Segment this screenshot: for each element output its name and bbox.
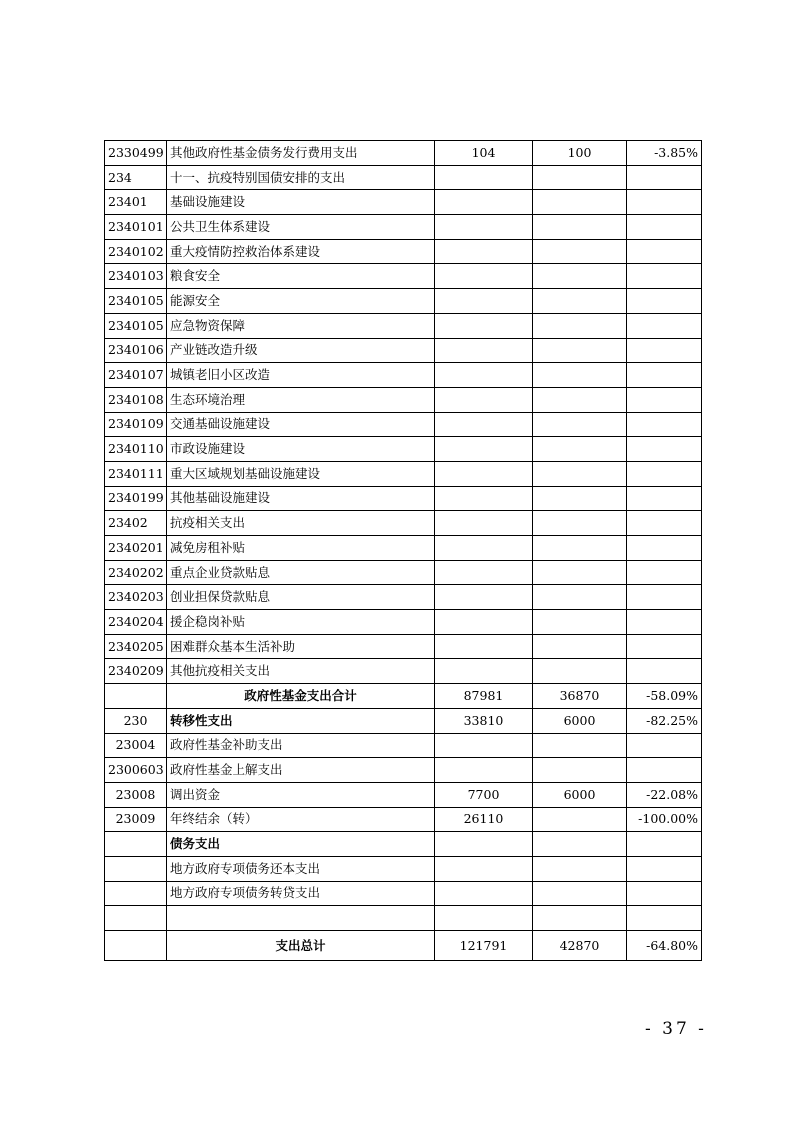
- row-value-current: 6000: [533, 782, 627, 807]
- row-value-current: [533, 264, 627, 289]
- row-value-previous: [435, 289, 533, 314]
- row-code: 2340101: [105, 215, 167, 240]
- row-item-name: 支出总计: [167, 931, 435, 961]
- row-value-current: [533, 511, 627, 536]
- row-change-percent: [627, 511, 702, 536]
- table-row: [105, 486, 702, 511]
- row-change-percent: [627, 190, 702, 215]
- row-change-percent: [627, 659, 702, 684]
- row-code: 2340110: [105, 437, 167, 462]
- row-value-current: [533, 363, 627, 388]
- row-value-previous: [435, 733, 533, 758]
- row-change-percent: -64.80%: [627, 931, 702, 961]
- row-value-current: [533, 585, 627, 610]
- row-value-previous: [435, 634, 533, 659]
- table-row: [105, 215, 702, 240]
- row-change-percent: [627, 560, 702, 585]
- row-value-previous: [435, 313, 533, 338]
- row-code: 2340202: [105, 560, 167, 585]
- row-value-previous: 121791: [435, 931, 533, 961]
- row-code: 2340107: [105, 363, 167, 388]
- row-code: 2340209: [105, 659, 167, 684]
- row-change-percent: -100.00%: [627, 807, 702, 832]
- table-row: [105, 708, 702, 733]
- table-row: [105, 585, 702, 610]
- table-row: [105, 289, 702, 314]
- row-change-percent: [627, 906, 702, 931]
- row-value-current: [533, 634, 627, 659]
- row-code: 2340105: [105, 313, 167, 338]
- row-code: 230: [105, 708, 167, 733]
- row-change-percent: [627, 289, 702, 314]
- row-value-previous: [435, 264, 533, 289]
- row-change-percent: [627, 313, 702, 338]
- row-value-current: [533, 758, 627, 783]
- row-change-percent: [627, 536, 702, 561]
- row-value-previous: 26110: [435, 807, 533, 832]
- table-row: [105, 931, 702, 961]
- row-item-name: 其他抗疫相关支出: [167, 659, 435, 684]
- row-item-name: [167, 906, 435, 931]
- row-change-percent: [627, 832, 702, 857]
- row-value-previous: [435, 215, 533, 240]
- row-change-percent: [627, 412, 702, 437]
- row-change-percent: -82.25%: [627, 708, 702, 733]
- row-value-previous: [435, 239, 533, 264]
- row-value-previous: [435, 881, 533, 906]
- row-value-current: [533, 338, 627, 363]
- row-value-previous: [435, 585, 533, 610]
- row-code: 23401: [105, 190, 167, 215]
- row-code: 23008: [105, 782, 167, 807]
- row-change-percent: [627, 165, 702, 190]
- expenditure-table-body: [105, 141, 702, 961]
- row-value-previous: 7700: [435, 782, 533, 807]
- row-value-current: [533, 461, 627, 486]
- table-row: [105, 881, 702, 906]
- row-item-name: 基础设施建设: [167, 190, 435, 215]
- table-row: [105, 165, 702, 190]
- row-change-percent: [627, 634, 702, 659]
- row-value-current: [533, 536, 627, 561]
- row-item-name: 政府性基金支出合计: [167, 684, 435, 709]
- table-row: [105, 239, 702, 264]
- row-item-name: 应急物资保障: [167, 313, 435, 338]
- row-item-name: 生态环境治理: [167, 387, 435, 412]
- row-code: [105, 906, 167, 931]
- table-row: [105, 511, 702, 536]
- row-value-current: 36870: [533, 684, 627, 709]
- row-change-percent: -22.08%: [627, 782, 702, 807]
- table-row: [105, 733, 702, 758]
- row-item-name: 地方政府专项债务转贷支出: [167, 881, 435, 906]
- row-code: 2340201: [105, 536, 167, 561]
- row-item-name: 减免房租补贴: [167, 536, 435, 561]
- row-item-name: 政府性基金补助支出: [167, 733, 435, 758]
- row-code: 2340111: [105, 461, 167, 486]
- row-change-percent: [627, 264, 702, 289]
- row-code: [105, 881, 167, 906]
- row-item-name: 抗疫相关支出: [167, 511, 435, 536]
- table-row: [105, 856, 702, 881]
- page-number: - 37 -: [645, 1019, 707, 1039]
- row-code: [105, 931, 167, 961]
- row-code: 2340199: [105, 486, 167, 511]
- row-value-current: [533, 387, 627, 412]
- row-code: 2340103: [105, 264, 167, 289]
- table-row: [105, 782, 702, 807]
- table-row: [105, 338, 702, 363]
- row-value-previous: [435, 758, 533, 783]
- row-code: 2330499: [105, 141, 167, 166]
- table-row: [105, 906, 702, 931]
- row-value-previous: [435, 387, 533, 412]
- row-item-name: 粮食安全: [167, 264, 435, 289]
- row-change-percent: [627, 215, 702, 240]
- table-row: [105, 461, 702, 486]
- expenditure-table: [104, 140, 702, 961]
- row-value-previous: [435, 832, 533, 857]
- row-code: 2340102: [105, 239, 167, 264]
- row-value-previous: [435, 511, 533, 536]
- row-change-percent: [627, 881, 702, 906]
- row-item-name: 年终结余（转）: [167, 807, 435, 832]
- row-value-current: [533, 313, 627, 338]
- row-change-percent: [627, 610, 702, 635]
- table-row: [105, 659, 702, 684]
- row-change-percent: -3.85%: [627, 141, 702, 166]
- table-row: [105, 684, 702, 709]
- row-item-name: 能源安全: [167, 289, 435, 314]
- row-value-current: 6000: [533, 708, 627, 733]
- row-item-name: 公共卫生体系建设: [167, 215, 435, 240]
- row-change-percent: [627, 338, 702, 363]
- table-row: [105, 560, 702, 585]
- row-change-percent: [627, 733, 702, 758]
- row-change-percent: [627, 239, 702, 264]
- row-code: 2340204: [105, 610, 167, 635]
- table-row: [105, 264, 702, 289]
- row-change-percent: -58.09%: [627, 684, 702, 709]
- row-value-previous: [435, 165, 533, 190]
- row-code: 23402: [105, 511, 167, 536]
- table-row: [105, 832, 702, 857]
- row-value-previous: [435, 906, 533, 931]
- row-item-name: 转移性支出: [167, 708, 435, 733]
- table-row: [105, 313, 702, 338]
- row-code: 23004: [105, 733, 167, 758]
- row-value-current: [533, 610, 627, 635]
- row-value-current: 42870: [533, 931, 627, 961]
- row-item-name: 债务支出: [167, 832, 435, 857]
- row-value-previous: [435, 486, 533, 511]
- row-item-name: 困难群众基本生活补助: [167, 634, 435, 659]
- row-value-previous: 87981: [435, 684, 533, 709]
- row-code: 2340105: [105, 289, 167, 314]
- row-value-previous: [435, 338, 533, 363]
- row-code: 2340205: [105, 634, 167, 659]
- row-item-name: 其他政府性基金债务发行费用支出: [167, 141, 435, 166]
- row-value-previous: [435, 461, 533, 486]
- row-item-name: 地方政府专项债务还本支出: [167, 856, 435, 881]
- row-value-current: [533, 659, 627, 684]
- row-item-name: 政府性基金上解支出: [167, 758, 435, 783]
- table-row: [105, 634, 702, 659]
- row-code: 2340203: [105, 585, 167, 610]
- row-item-name: 产业链改造升级: [167, 338, 435, 363]
- row-value-current: [533, 412, 627, 437]
- row-value-current: [533, 856, 627, 881]
- table-row: [105, 807, 702, 832]
- row-code: 2340108: [105, 387, 167, 412]
- row-value-previous: [435, 610, 533, 635]
- row-item-name: 城镇老旧小区改造: [167, 363, 435, 388]
- row-item-name: 重大疫情防控救治体系建设: [167, 239, 435, 264]
- row-code: 2340109: [105, 412, 167, 437]
- row-code: [105, 832, 167, 857]
- row-item-name: 调出资金: [167, 782, 435, 807]
- row-value-previous: [435, 190, 533, 215]
- row-item-name: 创业担保贷款贴息: [167, 585, 435, 610]
- row-value-previous: [435, 560, 533, 585]
- table-row: [105, 758, 702, 783]
- row-change-percent: [627, 758, 702, 783]
- table-row: [105, 190, 702, 215]
- row-code: [105, 684, 167, 709]
- row-value-current: [533, 437, 627, 462]
- row-value-current: [533, 560, 627, 585]
- row-item-name: 市政设施建设: [167, 437, 435, 462]
- row-change-percent: [627, 437, 702, 462]
- row-value-previous: [435, 437, 533, 462]
- row-item-name: 重大区域规划基础设施建设: [167, 461, 435, 486]
- row-change-percent: [627, 363, 702, 388]
- row-code: 234: [105, 165, 167, 190]
- row-item-name: 重点企业贷款贴息: [167, 560, 435, 585]
- row-code: 2300603: [105, 758, 167, 783]
- row-value-current: [533, 215, 627, 240]
- row-value-current: [533, 881, 627, 906]
- row-value-previous: 33810: [435, 708, 533, 733]
- row-value-current: 100: [533, 141, 627, 166]
- row-value-previous: [435, 659, 533, 684]
- row-code: [105, 856, 167, 881]
- table-row: [105, 363, 702, 388]
- row-value-previous: [435, 536, 533, 561]
- row-change-percent: [627, 387, 702, 412]
- row-change-percent: [627, 585, 702, 610]
- table-row: [105, 437, 702, 462]
- row-value-current: [533, 906, 627, 931]
- row-value-previous: [435, 856, 533, 881]
- row-item-name: 十一、抗疫特别国债安排的支出: [167, 165, 435, 190]
- row-code: 2340106: [105, 338, 167, 363]
- row-value-current: [533, 832, 627, 857]
- row-item-name: 交通基础设施建设: [167, 412, 435, 437]
- row-change-percent: [627, 486, 702, 511]
- row-value-previous: [435, 412, 533, 437]
- row-change-percent: [627, 856, 702, 881]
- row-value-previous: 104: [435, 141, 533, 166]
- table-row: [105, 412, 702, 437]
- row-value-current: [533, 190, 627, 215]
- row-change-percent: [627, 461, 702, 486]
- row-value-current: [533, 807, 627, 832]
- row-value-current: [533, 239, 627, 264]
- row-value-current: [533, 289, 627, 314]
- row-value-current: [533, 733, 627, 758]
- table-row: [105, 387, 702, 412]
- table-row: [105, 536, 702, 561]
- row-value-previous: [435, 363, 533, 388]
- row-value-current: [533, 486, 627, 511]
- row-code: 23009: [105, 807, 167, 832]
- table-row: [105, 141, 702, 166]
- row-value-current: [533, 165, 627, 190]
- row-item-name: 其他基础设施建设: [167, 486, 435, 511]
- row-item-name: 援企稳岗补贴: [167, 610, 435, 635]
- table-row: [105, 610, 702, 635]
